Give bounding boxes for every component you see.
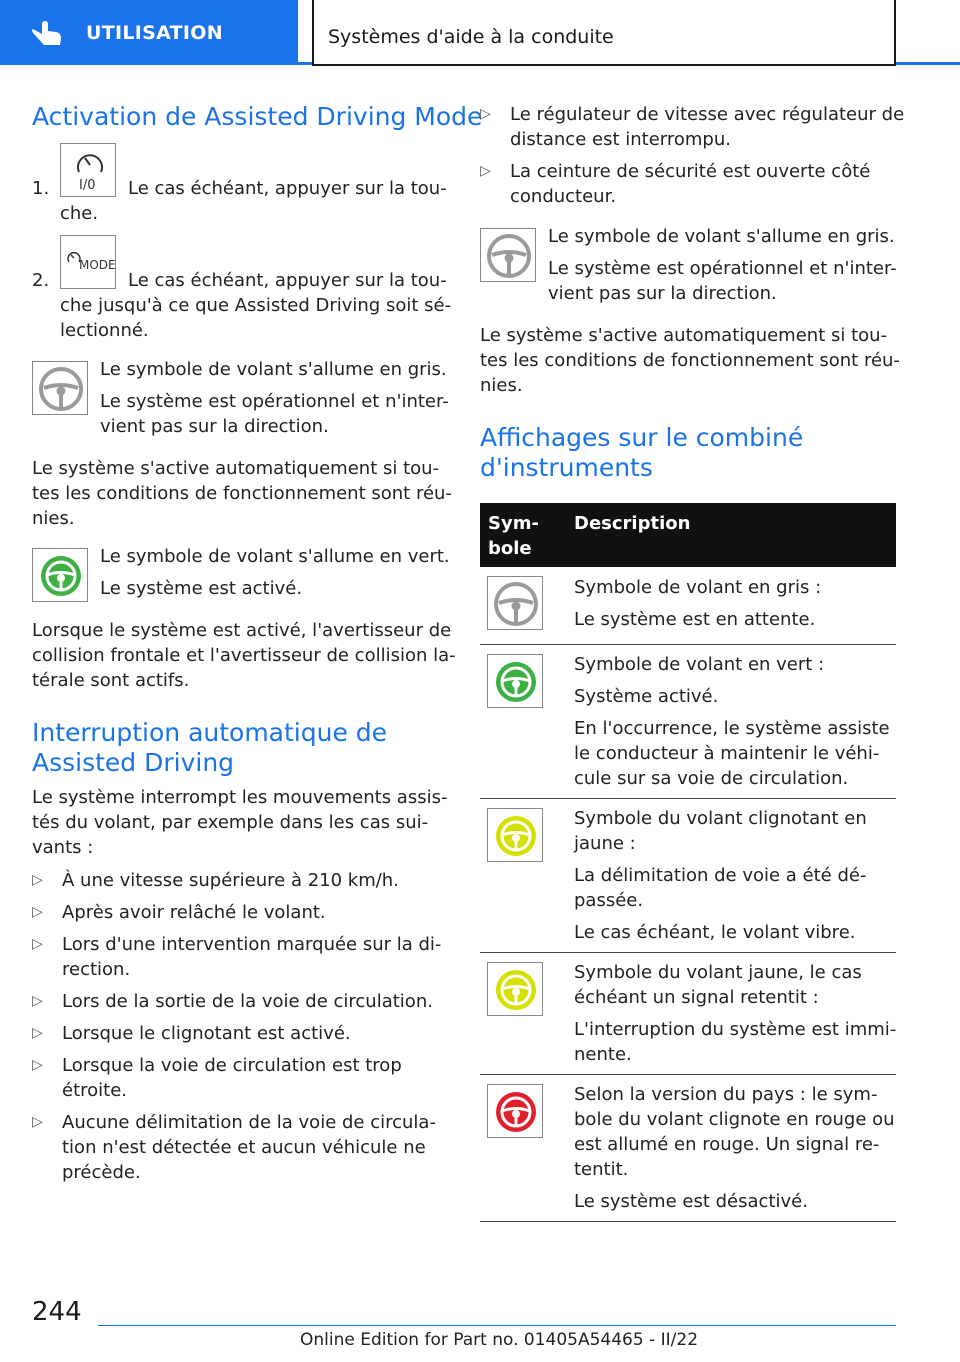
table-header [480,503,896,567]
bullet-triangle-icon: ▷ [32,936,43,952]
table-cell: Système activé. [574,686,719,707]
list-item: tion n'est détectée et aucun véhicule ne [62,1137,426,1158]
table-cell: bole du volant clignote en rouge ou [574,1109,895,1130]
green-wheel-image [487,654,543,708]
table-cell: La délimitation de voie a été dé- [574,865,867,886]
list-item: Aucune délimitation de la voie de circula- [62,1112,436,1133]
column-header-text: bole [488,538,532,559]
table-cell: Le cas échéant, le volant vibre. [574,922,856,943]
yellow-wheel-image [487,962,543,1016]
grey-wheel-image [32,361,88,415]
steering-wheel-grey-icon [481,229,537,283]
grey-wheel-text: vient pas sur la direction. [548,283,777,304]
paragraph-text: tes les conditions de fonctionnement sont réu- [32,483,452,504]
list-item: Lors de la sortie de la voie de circulation. [62,991,433,1012]
table-cell: tentit. [574,1159,629,1180]
button-i0-image [60,143,116,197]
heading-interruption: Assisted Driving [32,748,235,777]
bullet-triangle-icon: ▷ [32,1025,43,1041]
section-box [312,0,896,66]
table-cell: Selon la version du pays : le sym- [574,1084,878,1105]
column-header-description: Description [574,513,691,534]
steering-wheel-green-icon [488,655,544,709]
grey-wheel-text: Le système est opérationnel et n'inter- [548,258,897,279]
chapter-label: UTILISATION [86,22,223,44]
steering-wheel-yellow-icon [488,963,544,1017]
button-i0-label: I/0 [79,178,96,193]
list-item: Le régulateur de vitesse avec régulateur de [510,104,905,125]
table-row-divider [480,644,896,645]
red-wheel-image [487,1084,543,1138]
section-title: Systèmes d'aide à la conduite [328,26,614,48]
table-row-divider [480,1221,896,1222]
table-cell: En l'occurrence, le système assiste [574,718,890,739]
list-item: Lorsque la voie de circulation est trop [62,1055,402,1076]
grey-wheel-text: Le symbole de volant s'allume en gris. [100,359,447,380]
column-header-text: Sym- [488,513,539,534]
step-1-number: 1. [32,178,50,199]
grey-wheel-text: vient pas sur la direction. [100,416,329,437]
table-row-divider [480,798,896,799]
table-cell: cule sur sa voie de circulation. [574,768,849,789]
list-item: conducteur. [510,186,617,207]
table-cell: Symbole du volant clignotant en [574,808,867,829]
heading-interruption: Interruption automatique de [32,718,388,747]
steering-wheel-red-icon [488,1085,544,1139]
table-cell: Le système est en attente. [574,609,816,630]
grey-wheel-image [487,576,543,630]
footer-rule [98,1325,896,1326]
column-header-symbol [488,511,539,561]
list-item: La ceinture de sécurité est ouverte côté [510,161,871,182]
list-item: rection. [62,959,131,980]
bullet-triangle-icon: ▷ [32,1114,43,1130]
paragraph-text: collision frontale et l'avertisseur de collision la- [32,645,456,666]
steering-wheel-grey-icon [33,362,89,416]
paragraph-text: térale sont actifs. [32,670,190,691]
table-cell: le conducteur à maintenir le véhi- [574,743,880,764]
grey-wheel-text: Le symbole de volant s'allume en gris. [548,226,895,247]
step-2-text: lectionné. [60,320,149,341]
bullet-triangle-icon: ▷ [480,106,491,122]
list-item: À une vitesse supérieure à 210 km/h. [62,870,399,891]
green-wheel-text: Le système est activé. [100,578,303,599]
paragraph-text: vants : [32,837,94,858]
grey-wheel-text: Le système est opérationnel et n'inter- [100,391,449,412]
page-header [0,0,960,66]
table-cell: échéant un signal retentit : [574,987,819,1008]
page-number: 244 [32,1297,82,1327]
paragraph-text: Le système s'active automatiquement si tou- [480,325,888,346]
bullet-triangle-icon: ▷ [32,1057,43,1073]
table-cell: Symbole du volant jaune, le cas [574,962,862,983]
paragraph-text: nies. [480,375,523,396]
step-1-text: che. [60,203,99,224]
paragraph-text: tes les conditions de fonctionnement sont réu- [480,350,900,371]
steering-wheel-grey-icon [488,577,544,631]
button-mode-label: MODE [79,258,116,272]
list-item: distance est interrompu. [510,129,731,150]
paragraph-text: Lorsque le système est activé, l'avertisseur de [32,620,452,641]
table-cell: jaune : [574,833,636,854]
paragraph-text: Le système s'active automatiquement si tou- [32,458,440,479]
button-mode-image [60,235,116,289]
heading-display: d'instruments [480,453,653,482]
step-2-number: 2. [32,270,50,291]
bullet-triangle-icon: ▷ [32,872,43,888]
step-2-text: che jusqu'à ce que Assisted Driving soit sé- [60,295,452,316]
steering-wheel-green-icon [33,549,89,603]
list-item: Après avoir relâché le volant. [62,902,326,923]
paragraph-text: nies. [32,508,75,529]
table-row-divider [480,952,896,953]
grey-wheel-image [480,228,536,282]
list-item: Lorsque le clignotant est activé. [62,1023,351,1044]
table-cell: L'interruption du système est immi- [574,1019,897,1040]
step-1-text: Le cas échéant, appuyer sur la tou- [128,178,447,199]
table-cell: Symbole de volant en vert : [574,654,825,675]
chapter-tab [0,0,298,64]
green-wheel-text: Le symbole de volant s'allume en vert. [100,546,450,567]
bullet-triangle-icon: ▷ [32,993,43,1009]
table-cell: Le système est désactivé. [574,1191,808,1212]
table-cell: nente. [574,1044,632,1065]
table-cell: passée. [574,890,644,911]
list-item: précède. [62,1162,141,1183]
hand-pointer-icon [30,20,64,46]
heading-activation: Activation de Assisted Driving Mode [32,102,483,131]
table-cell: Symbole de volant en gris : [574,577,822,598]
list-item: étroite. [62,1080,128,1101]
step-2-text: Le cas échéant, appuyer sur la tou- [128,270,447,291]
green-wheel-image [32,548,88,602]
yellow-wheel-image [487,808,543,862]
table-row-divider [480,1074,896,1075]
list-item: Lors d'une intervention marquée sur la di- [62,934,442,955]
paragraph-text: tés du volant, par exemple dans les cas sui- [32,812,429,833]
edition-text: Online Edition for Part no. 01405A54465 - II/22 [300,1330,699,1350]
heading-display: Affichages sur le combiné [480,423,804,452]
bullet-triangle-icon: ▷ [480,163,491,179]
bullet-triangle-icon: ▷ [32,904,43,920]
paragraph-text: Le système interrompt les mouvements assis- [32,787,448,808]
steering-wheel-yellow-icon [488,809,544,863]
table-cell: est allumé en rouge. Un signal re- [574,1134,880,1155]
